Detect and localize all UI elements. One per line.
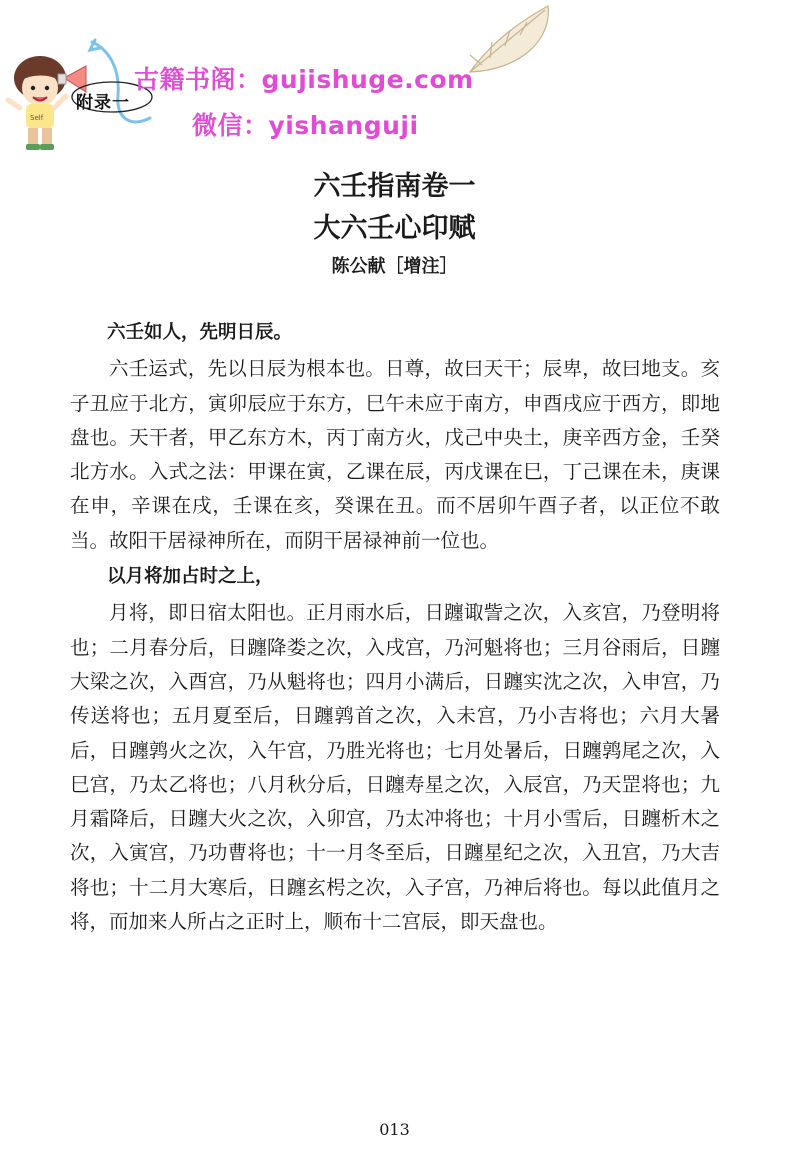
lead-verse: 六壬如人，先明日辰。 (107, 322, 293, 343)
watermark-site: 古籍书阁：gujishuge.com (134, 65, 474, 94)
cartoon-figure-icon (8, 56, 66, 150)
chapter-title: 六壬指南卷一 (313, 171, 476, 202)
leaf-icon (470, 6, 548, 72)
author-line: 陈公献［增注］ (331, 256, 458, 277)
body-text (70, 316, 720, 939)
commentary-paragraph: 月将，即日宿太阳也。正月雨水后，日躔诹訾之次，入亥宫，乃登明将也；二月春分后，日躔降娄之次，入戌宫，乃河魁将也；三月谷雨后，日躔大梁之次，入酉宫，乃从魁将也；四月小满后，日躔实沈之次，入申宫，乃传送将也；五月夏至后，日躔鹑首之次，入未宫，乃小吉将也；六月大暑后，日躔鹑火之次，入午宫，乃胜光将也；七月处暑后，日躔鹑尾之次，入巳宫，乃太乙将也；八月秋分后，日躔寿星之次，入辰宫，乃天罡将也；九月霜降后，日躔大火之次，入卯宫，乃太冲将也；十月小雪后，日躔析木之次，入寅宫，乃功曹将也；十一月冬至后，日躔星纪之次，入丑宫，乃大吉将也；十二月大寒后，日躔玄枵之次，入子宫，乃神后将也。每以此值月之将，而加来人所占之正时上，顺布十二宫辰，即天盘也。 (70, 601, 720, 934)
commentary-paragraph: 六壬运式，先以日辰为根本也。日尊，故曰天干；辰卑，故曰地支。亥子丑应于北方，寅卯辰应于东方，巳午未应于南方，申酉戌应于西方，即地盘也。天干者，甲乙东方木，丙丁南方火，戊己中央土，庚辛西方金，壬癸北方水。入式之法：甲课在寅，乙课在辰，丙戊课在巳，丁己课在未，庚课在申，辛课在戌，壬课在亥，癸课在丑。而不居卯午酉子者，以正位不敢当。故阳干居禄神所在，而阴干居禄神前一位也。 (70, 357, 720, 552)
svg-text:Self: Self (30, 114, 44, 122)
page-number: 013 (379, 1120, 410, 1139)
watermark-wechat: 微信：yishanguji (192, 111, 419, 140)
appendix-label: 附录一 (76, 93, 130, 113)
section-title: 大六壬心印赋 (313, 213, 476, 244)
lead-verse: 以月将加占时之上， (107, 566, 274, 588)
